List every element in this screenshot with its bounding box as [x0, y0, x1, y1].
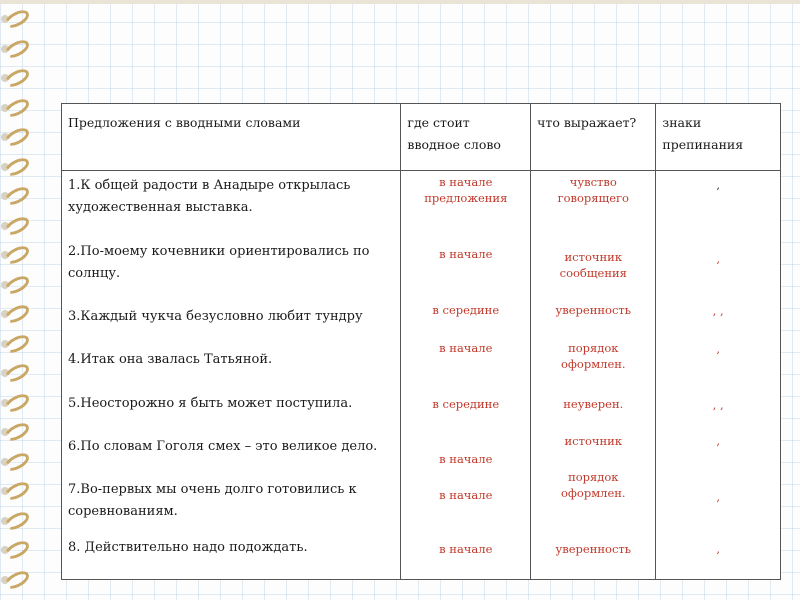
introductory-words-table: [61, 103, 781, 580]
spiral-ring: [2, 420, 32, 445]
position-6: в начале: [439, 452, 493, 466]
meaning-6: источник: [564, 434, 623, 448]
punctuation-2: ,: [716, 252, 721, 266]
position-1: в начале предложения: [424, 175, 508, 205]
spiral-ring: [2, 243, 32, 268]
meaning-3: уверенность: [555, 303, 632, 317]
header-position: где стоит вводное слово: [401, 104, 531, 171]
spiral-ring: [2, 479, 32, 504]
meaning-4: порядок оформлен.: [560, 341, 626, 371]
spiral-ring: [2, 302, 32, 327]
spiral-ring: [2, 567, 32, 592]
position-8: в начале: [439, 542, 493, 556]
spiral-ring: [2, 213, 32, 238]
punctuation-3: , ,: [712, 304, 724, 318]
spiral-ring: [2, 184, 32, 209]
position-2: в начале: [439, 247, 493, 261]
spiral-ring: [2, 95, 32, 120]
punctuation-7: ,: [716, 490, 721, 504]
notebook-spiral: [0, 0, 40, 600]
sentence-1: 1.К общей радости в Анадыре открылась художественная выставка.: [68, 178, 351, 215]
header-sentences: Предложения с вводными словами: [62, 104, 401, 171]
position-3: в середине: [432, 303, 500, 317]
meaning-2: источник сообщения: [559, 250, 627, 280]
meaning-1: чувство говорящего: [557, 175, 629, 205]
spiral-ring: [2, 449, 32, 474]
spiral-ring: [2, 390, 32, 415]
spiral-ring: [2, 331, 32, 356]
punctuation-4: ,: [716, 342, 721, 356]
sentence-3: 3.Каждый чукча безусловно любит тундру: [68, 309, 363, 324]
sentence-6: 6.По словам Гоголя смех – это великое дело.: [68, 439, 378, 454]
punctuation-1: ,: [716, 178, 721, 192]
position-5: в середине: [432, 397, 500, 411]
sentence-5: 5.Неосторожно я быть может поступила.: [68, 396, 353, 411]
spiral-ring: [2, 538, 32, 563]
punctuation-6: ,: [716, 434, 721, 448]
punctuation-5: , ,: [712, 398, 724, 412]
sentence-2: 2.По-моему кочевники ориентировались по солнцу.: [68, 244, 370, 281]
spiral-ring: [2, 66, 32, 91]
punctuation-cell: [656, 171, 781, 580]
spiral-ring: [2, 36, 32, 61]
spiral-ring: [2, 361, 32, 386]
meaning-8: уверенность: [555, 542, 632, 556]
header-row: [62, 104, 781, 171]
punctuation-8: ,: [716, 542, 721, 556]
spiral-ring: [2, 7, 32, 32]
position-4: в начале: [439, 341, 493, 355]
spiral-ring: [2, 508, 32, 533]
top-edge: [0, 0, 800, 4]
spiral-ring: [2, 272, 32, 297]
positions-cell: [401, 171, 531, 580]
meaning-7: порядок оформлен.: [560, 470, 626, 500]
spiral-ring: [2, 154, 32, 179]
sentence-4: 4.Итак она звалась Татьяной.: [68, 352, 273, 367]
meanings-cell: [531, 171, 656, 580]
sentences-cell: [62, 171, 401, 580]
sentence-8: 8. Действительно надо подождать.: [68, 540, 308, 555]
header-meaning: что выражает?: [531, 104, 656, 171]
spiral-ring: [2, 125, 32, 150]
sentence-7: 7.Во-первых мы очень долго готовились к соревнованиям.: [68, 482, 357, 519]
position-7: в начале: [439, 488, 493, 502]
body-row: [62, 171, 781, 580]
header-punctuation: знаки препинания: [656, 104, 781, 171]
meaning-5: неуверен.: [563, 397, 624, 411]
